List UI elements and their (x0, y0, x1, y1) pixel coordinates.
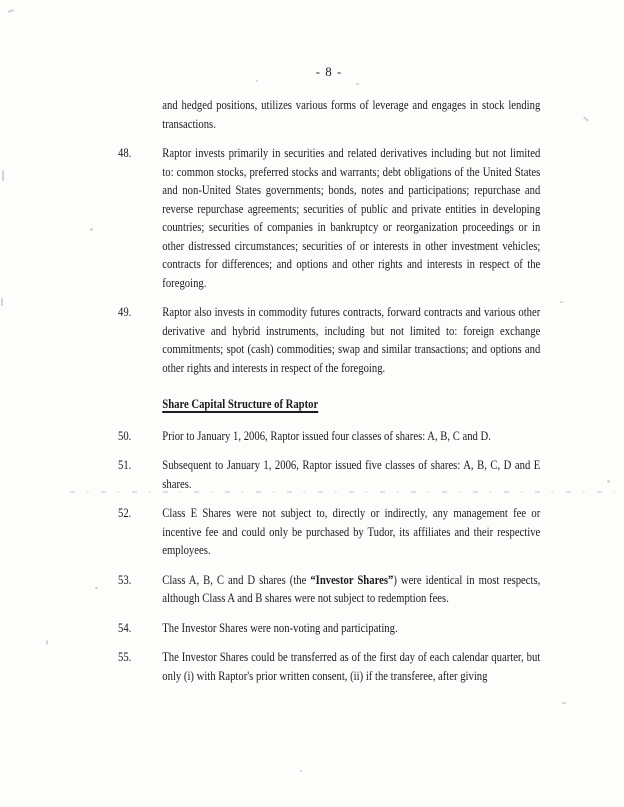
paragraph-52 (118, 504, 540, 560)
paragraph-55 (118, 648, 540, 685)
scan-artifact (583, 116, 589, 121)
scan-artifact (607, 480, 610, 483)
scan-artifact (1, 298, 3, 306)
paragraph-55-text (162, 648, 540, 685)
scan-artifact (70, 491, 615, 493)
text-segment: The Investor Shares were non-voting and participating. (162, 619, 398, 635)
paragraph-49-text (162, 303, 540, 377)
paragraph-51 (118, 456, 540, 493)
paragraph-48-text (162, 144, 540, 292)
paragraph-47-continuation (162, 96, 540, 133)
text-segment: Prior to January 1, 2006, Raptor issued four classes of shares: A, B, C and D. (162, 427, 491, 443)
paragraph-54 (118, 619, 540, 638)
text-segment: Class A, B, C and D shares (the (162, 571, 311, 587)
paragraph-49 (118, 303, 540, 377)
scan-artifact (2, 170, 4, 181)
text-segment: Raptor also invests in commodity futures contracts, forward contracts and various other derivative and hybrid instruments, including but not limited to: foreign exchange commitments; spot (cash) commodities; swap and similar transactions; and options and other rights and interests in respect of the foregoing. (162, 304, 541, 375)
text-segment: Class E Shares were not subject to, directly or indirectly, any management fee or incentive fee and could only be purchased by Tudor, its affiliates and their respective employees. (162, 505, 541, 557)
paragraph-53-text (162, 571, 540, 608)
defined-term: “Investor Shares” (310, 571, 394, 587)
scan-artifact (95, 587, 98, 589)
text-segment: ) were identical in most respects, although Class A and B shares were not subject to redemption fees. (162, 571, 541, 605)
text-segment: and hedged positions, utilizes various forms of leverage and engages in stock lending transactions. (162, 97, 541, 131)
scan-artifact (300, 770, 302, 772)
scan-artifact (560, 301, 563, 303)
page-body (118, 96, 540, 696)
text-segment: Raptor invests primarily in securities and related derivatives including but not limited to: common stocks, preferred stocks and warrants; debt obligations of the United States and non-United States governments; bonds, notes and participations; repurchase and reverse repurchase agreements; securities of public and private entities in developing countries; securities of companies in bankruptcy or reorganization proceedings or in other distressed circumstances; securities of or interests in other investment vehicles; contracts for differences; and options and other rights and interests in respect of the foregoing. (162, 145, 541, 290)
paragraph-49-number: 49. (118, 304, 132, 319)
paragraph-53-number: 53. (118, 571, 132, 587)
paragraph-51-number: 51. (118, 457, 132, 472)
paragraph-54-text (162, 619, 540, 638)
scan-artifact (356, 83, 359, 85)
text-segment: Share Capital Structure of Raptor (162, 396, 319, 411)
paragraph-55-number: 55. (118, 649, 132, 664)
paragraph-52-number: 52. (118, 505, 132, 520)
page-number: - 8 - (315, 64, 343, 79)
paragraph-48-number: 48. (118, 145, 132, 160)
paragraph-53 (118, 571, 540, 608)
scan-artifact (46, 640, 48, 645)
scan-artifact (562, 702, 566, 704)
scan-artifact (90, 228, 93, 231)
paragraph-50-number: 50. (118, 427, 132, 443)
paragraph-50-text (162, 427, 540, 446)
scan-artifact (410, 196, 412, 198)
paragraph-50 (118, 427, 540, 446)
scan-artifact (256, 80, 258, 82)
scan-artifact (8, 9, 14, 13)
paragraph-51-text (162, 456, 540, 493)
text-segment: Subsequent to January 1, 2006, Raptor issued five classes of shares: A, B, C, D and E shares. (162, 457, 541, 491)
paragraph-54-number: 54. (118, 619, 132, 635)
text-segment: The Investor Shares could be transferred as of the first day of each calendar quarter, but only (i) with Raptor's prior written consent, (ii) if the transferee, after giving (162, 649, 541, 683)
paragraph-48 (118, 144, 540, 292)
section-heading-share-capital (162, 395, 540, 414)
paragraph-52-text (162, 504, 540, 560)
